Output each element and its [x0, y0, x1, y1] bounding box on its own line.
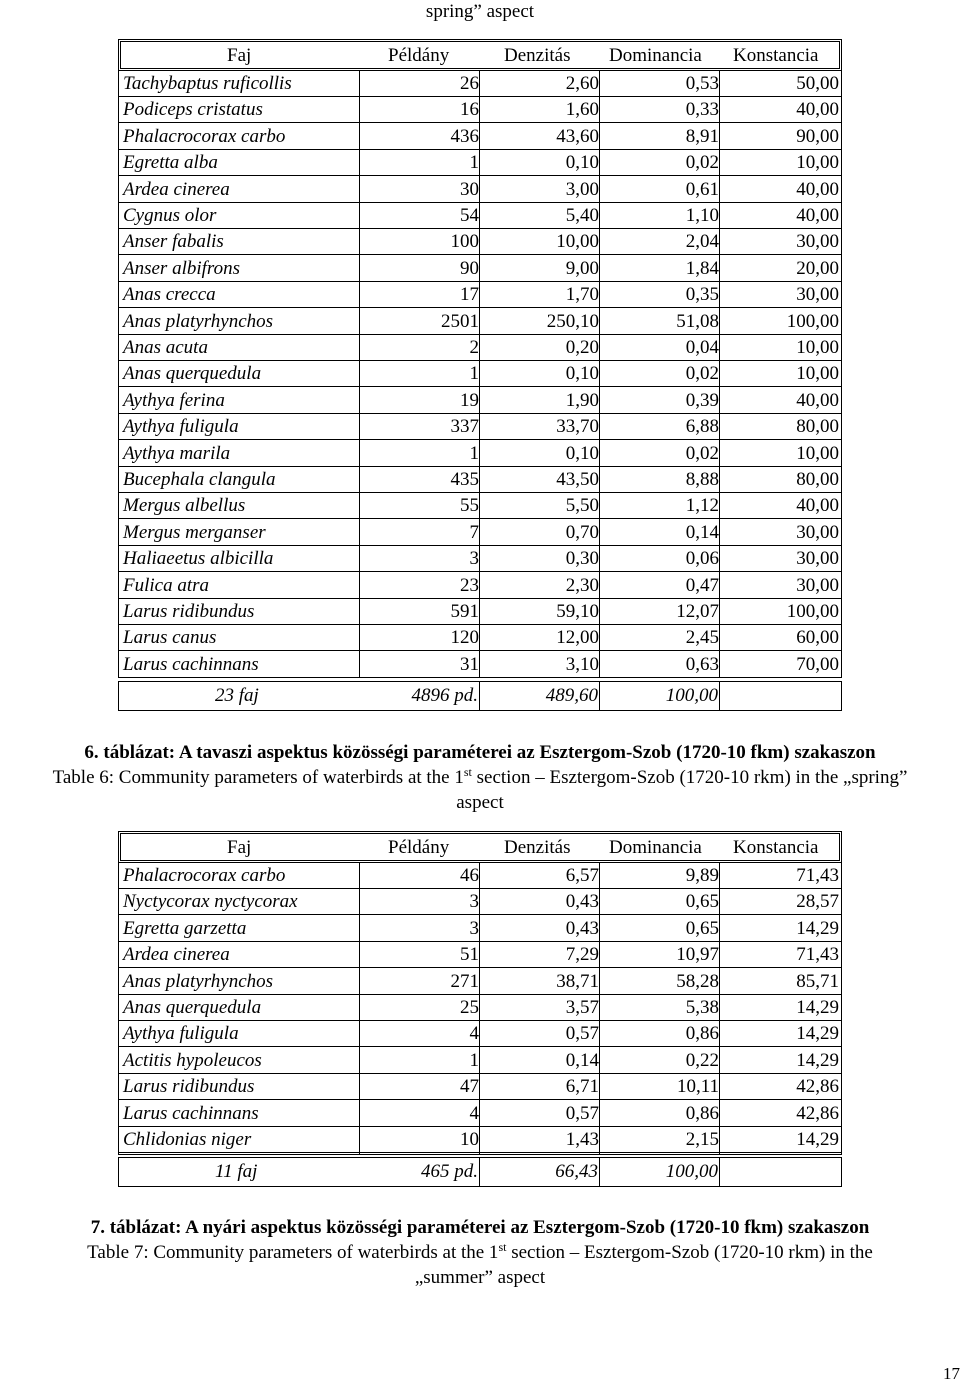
density-cell: 6,57 [565, 865, 599, 886]
count-cell: 100 [450, 231, 479, 253]
density-cell: 0,10 [565, 363, 599, 385]
constancy-cell: 28,57 [796, 891, 839, 913]
table-row [119, 863, 841, 889]
constancy-cell: 80,00 [796, 469, 839, 490]
species-name: Actitis hypoleucos [123, 1049, 262, 1071]
table-row [119, 625, 841, 651]
constancy-cell: 71,43 [796, 865, 839, 886]
constancy-cell: 40,00 [796, 99, 839, 121]
dominance-cell: 0,53 [685, 73, 719, 94]
constancy-cell: 80,00 [796, 416, 839, 438]
species-name: Cygnus olor [123, 205, 217, 226]
constancy-cell: 70,00 [796, 653, 839, 675]
constancy-cell: 30,00 [796, 284, 839, 306]
table-row [119, 1074, 841, 1100]
count-cell: 4 [469, 1023, 479, 1045]
total-species: 11 faj [215, 1161, 258, 1182]
dominance-cell: 10,11 [676, 1076, 719, 1098]
table-row [119, 124, 841, 150]
dominance-cell: 0,35 [685, 284, 719, 306]
species-name: Anas acuta [123, 337, 208, 358]
table-row [119, 71, 841, 97]
dominance-cell: 9,89 [685, 865, 719, 886]
density-cell: 250,10 [546, 310, 599, 332]
density-cell: 3,00 [565, 178, 599, 200]
species-name: Ardea cinerea [123, 178, 230, 200]
constancy-cell: 10,00 [796, 363, 839, 385]
density-cell: 43,60 [556, 125, 599, 147]
constancy-cell: 30,00 [796, 231, 839, 253]
table-row [119, 150, 841, 176]
count-cell: 2 [469, 337, 479, 358]
density-cell: 10,00 [556, 231, 599, 253]
density-cell: 3,57 [565, 997, 599, 1018]
total-count: 4896 pd. [411, 685, 478, 706]
dominance-cell: 12,07 [676, 601, 719, 622]
dominance-cell: 0,63 [685, 653, 719, 675]
table-row [119, 573, 841, 599]
constancy-cell: 40,00 [796, 205, 839, 226]
table-row [119, 916, 841, 942]
density-cell: 0,30 [565, 548, 599, 570]
dominance-cell: 2,45 [685, 627, 719, 649]
count-cell: 46 [460, 865, 479, 886]
species-name: Anas querquedula [123, 997, 262, 1018]
count-cell: 19 [460, 389, 479, 411]
constancy-cell: 20,00 [796, 257, 839, 279]
table-row [119, 995, 841, 1021]
constancy-cell: 42,86 [796, 1076, 839, 1098]
species-name: Larus ridibundus [123, 1076, 255, 1098]
table-row [119, 309, 841, 335]
density-cell: 2,30 [565, 574, 599, 596]
constancy-cell: 14,29 [796, 1049, 839, 1071]
count-cell: 1 [469, 152, 479, 174]
count-cell: 1 [469, 1049, 479, 1071]
density-cell: 0,43 [565, 891, 599, 913]
species-name: Phalacrocorax carbo [123, 125, 286, 147]
density-cell: 59,10 [556, 601, 599, 622]
count-cell: 3 [469, 548, 479, 570]
dominance-cell: 0,04 [685, 337, 719, 358]
table-body [118, 71, 842, 678]
table-row [119, 942, 841, 968]
species-name: Anas platyrhynchos [123, 970, 274, 992]
dominance-cell: 0,06 [685, 548, 719, 570]
table-row [119, 1048, 841, 1074]
dominance-cell: 10,97 [676, 944, 719, 966]
dominance-cell: 0,86 [685, 1023, 719, 1045]
species-name: Anas platyrhynchos [123, 310, 274, 332]
table-row [119, 177, 841, 203]
header-peldany: Példány [388, 837, 450, 858]
count-cell: 26 [460, 73, 479, 94]
density-cell: 0,70 [565, 521, 599, 543]
count-cell: 4 [469, 1102, 479, 1124]
species-name: Anas querquedula [123, 363, 262, 385]
constancy-cell: 100,00 [786, 310, 839, 332]
constancy-cell: 14,29 [796, 1129, 839, 1150]
species-name: Fulica atra [123, 574, 210, 596]
species-name: Aythya fuligula [123, 1023, 239, 1045]
species-name: Nyctycorax nyctycorax [123, 891, 298, 913]
dominance-cell: 0,22 [685, 1049, 719, 1071]
density-cell: 0,10 [565, 442, 599, 464]
table-row [119, 1101, 841, 1127]
species-name: Aythya fuligula [123, 416, 239, 438]
constancy-cell: 10,00 [796, 152, 839, 174]
table-row [119, 520, 841, 546]
density-cell: 1,70 [565, 284, 599, 306]
count-cell: 3 [469, 891, 479, 913]
table-row [119, 335, 841, 361]
table-row [119, 652, 841, 678]
constancy-cell: 10,00 [796, 442, 839, 464]
count-cell: 54 [460, 205, 479, 226]
species-name: Larus canus [123, 627, 217, 649]
table-7-caption [0, 1215, 960, 1290]
species-name: Larus cachinnans [123, 1102, 259, 1124]
density-cell: 5,50 [565, 495, 599, 517]
header-konstancia: Konstancia [733, 45, 819, 66]
count-cell: 31 [460, 653, 479, 675]
density-cell: 7,29 [565, 944, 599, 966]
dominance-cell: 5,38 [685, 997, 719, 1018]
species-name: Haliaeetus albicilla [123, 548, 274, 570]
header-konstancia: Konstancia [733, 837, 819, 858]
dominance-cell: 0,86 [685, 1102, 719, 1124]
species-name: Chlidonias niger [123, 1129, 252, 1150]
species-name: Mergus merganser [123, 521, 266, 543]
header-denzitas: Denzitás [504, 45, 571, 66]
species-name: Mergus albellus [123, 495, 246, 517]
density-cell: 0,14 [565, 1049, 599, 1071]
header-dominancia: Dominancia [609, 837, 702, 858]
species-name: Bucephala clangula [123, 469, 276, 490]
dominance-cell: 1,12 [685, 495, 719, 517]
constancy-cell: 100,00 [786, 601, 839, 622]
dominance-cell: 0,14 [685, 521, 719, 543]
count-cell: 23 [460, 574, 479, 596]
dominance-cell: 0,39 [685, 389, 719, 411]
constancy-cell: 85,71 [796, 970, 839, 992]
density-cell: 38,71 [556, 970, 599, 992]
constancy-cell: 30,00 [796, 521, 839, 543]
table-row [119, 1127, 841, 1153]
table-header [118, 831, 842, 863]
constancy-cell: 90,00 [796, 125, 839, 147]
header-faj: Faj [227, 45, 252, 66]
dominance-cell: 8,88 [685, 469, 719, 490]
table-row [119, 441, 841, 467]
density-cell: 43,50 [556, 469, 599, 490]
table-header [118, 39, 842, 71]
density-cell: 3,10 [565, 653, 599, 675]
caption-en-line2: „summer” aspect [414, 1267, 546, 1288]
count-cell: 55 [460, 495, 479, 517]
table-row [119, 388, 841, 414]
species-name: Anser albifrons [123, 257, 240, 279]
species-name: Egretta garzetta [123, 917, 247, 939]
species-name: Ardea cinerea [123, 944, 230, 966]
count-cell: 337 [450, 416, 479, 438]
table-row [119, 493, 841, 519]
count-cell: 30 [460, 178, 479, 200]
total-density: 489,60 [545, 685, 598, 706]
dominance-cell: 0,02 [685, 363, 719, 385]
header-denzitas: Denzitás [504, 837, 571, 858]
species-name: Anser fabalis [123, 231, 224, 253]
total-dominance: 100,00 [665, 1161, 718, 1182]
constancy-cell: 71,43 [796, 944, 839, 966]
constancy-cell: 30,00 [796, 574, 839, 596]
total-species: 23 faj [215, 685, 259, 706]
total-density: 66,43 [555, 1161, 598, 1182]
count-cell: 10 [460, 1129, 479, 1150]
header-faj: Faj [227, 837, 252, 858]
table-row [119, 1021, 841, 1047]
dominance-cell: 0,02 [685, 442, 719, 464]
count-cell: 47 [460, 1076, 479, 1098]
table-row [119, 414, 841, 440]
constancy-cell: 10,00 [796, 337, 839, 358]
table-row [119, 969, 841, 995]
constancy-cell: 60,00 [796, 627, 839, 649]
density-cell: 1,60 [565, 99, 599, 121]
density-cell: 0,57 [565, 1023, 599, 1045]
table-total-row [118, 681, 842, 711]
density-cell: 12,00 [556, 627, 599, 649]
count-cell: 25 [460, 997, 479, 1018]
total-dominance: 100,00 [665, 685, 718, 706]
table-row [119, 599, 841, 625]
caption-en: Table 6: Community parameters of waterbirds at the 1st section – Esztergom-Szob (1720-10 rkm) in the „spring” [52, 765, 908, 788]
species-name: Larus ridibundus [123, 601, 255, 622]
table-row [119, 361, 841, 387]
table-row [119, 229, 841, 255]
dominance-cell: 0,61 [685, 178, 719, 200]
constancy-cell: 50,00 [796, 73, 839, 94]
count-cell: 435 [450, 469, 479, 490]
density-cell: 0,43 [565, 917, 599, 939]
header-peldany: Példány [388, 45, 450, 66]
density-cell: 0,57 [565, 1102, 599, 1124]
dominance-cell: 0,33 [685, 99, 719, 121]
count-cell: 591 [450, 601, 479, 622]
table-row [119, 546, 841, 572]
count-cell: 436 [450, 125, 479, 147]
table-total-row [118, 1157, 842, 1187]
table-7 [118, 831, 842, 1187]
species-name: Anas crecca [123, 284, 216, 306]
constancy-cell: 42,86 [796, 1102, 839, 1124]
species-name: Phalacrocorax carbo [123, 865, 286, 886]
total-count: 465 pd. [421, 1161, 478, 1182]
density-cell: 1,43 [565, 1129, 599, 1150]
table-row [119, 467, 841, 493]
table-row [119, 97, 841, 123]
species-name: Larus cachinnans [123, 653, 259, 675]
species-name: Podiceps cristatus [123, 99, 263, 121]
constancy-cell: 14,29 [796, 997, 839, 1018]
dominance-cell: 8,91 [685, 125, 719, 147]
count-cell: 271 [450, 970, 479, 992]
continued-caption-line: spring” aspect [425, 1, 535, 22]
dominance-cell: 2,04 [685, 231, 719, 253]
caption-hu: 7. táblázat: A nyári aspektus közösségi paraméterei az Esztergom-Szob (1720-10 fkm) szakaszon [90, 1217, 870, 1238]
dominance-cell: 0,47 [685, 574, 719, 596]
species-name: Tachybaptus ruficollis [123, 73, 292, 94]
dominance-cell: 2,15 [685, 1129, 719, 1150]
constancy-cell: 14,29 [796, 1023, 839, 1045]
count-cell: 7 [469, 521, 479, 543]
count-cell: 90 [460, 257, 479, 279]
caption-hu: 6. táblázat: A tavaszi aspektus közösségi paraméterei az Esztergom-Szob (1720-10 fkm) szakaszon [84, 742, 876, 763]
caption-en: Table 7: Community parameters of waterbirds at the 1st section – Esztergom-Szob (1720-10 rkm) in the [87, 1240, 873, 1263]
count-cell: 16 [460, 99, 479, 121]
table-row [119, 203, 841, 229]
header-dominancia: Dominancia [609, 45, 702, 66]
count-cell: 120 [450, 627, 479, 649]
density-cell: 0,10 [565, 152, 599, 174]
density-cell: 0,20 [565, 337, 599, 358]
dominance-cell: 1,10 [685, 205, 719, 226]
constancy-cell: 30,00 [796, 548, 839, 570]
dominance-cell: 51,08 [676, 310, 719, 332]
caption-en-line2: aspect [456, 792, 504, 813]
density-cell: 2,60 [565, 73, 599, 94]
dominance-cell: 6,88 [685, 416, 719, 438]
table-row [119, 889, 841, 915]
dominance-cell: 0,02 [685, 152, 719, 174]
constancy-cell: 40,00 [796, 389, 839, 411]
dominance-cell: 58,28 [676, 970, 719, 992]
constancy-cell: 40,00 [796, 178, 839, 200]
density-cell: 1,90 [565, 389, 599, 411]
table-body [118, 863, 842, 1155]
count-cell: 2501 [441, 310, 479, 332]
density-cell: 9,00 [565, 257, 599, 279]
dominance-cell: 0,65 [685, 917, 719, 939]
species-name: Aythya marila [123, 442, 231, 464]
dominance-cell: 0,65 [685, 891, 719, 913]
species-name: Egretta alba [123, 152, 218, 174]
species-name: Aythya ferina [123, 389, 225, 411]
constancy-cell: 14,29 [796, 917, 839, 939]
table-6 [118, 39, 842, 711]
count-cell: 17 [460, 284, 479, 306]
density-cell: 5,40 [565, 205, 599, 226]
table-row [119, 282, 841, 308]
page-number: 17 [943, 1364, 960, 1383]
dominance-cell: 1,84 [685, 257, 719, 279]
density-cell: 6,71 [565, 1076, 599, 1098]
count-cell: 1 [469, 442, 479, 464]
count-cell: 51 [460, 944, 479, 966]
table-row [119, 256, 841, 282]
density-cell: 33,70 [556, 416, 599, 438]
count-cell: 3 [469, 917, 479, 939]
table-6-caption [0, 740, 960, 815]
count-cell: 1 [469, 363, 479, 385]
constancy-cell: 40,00 [796, 495, 839, 517]
